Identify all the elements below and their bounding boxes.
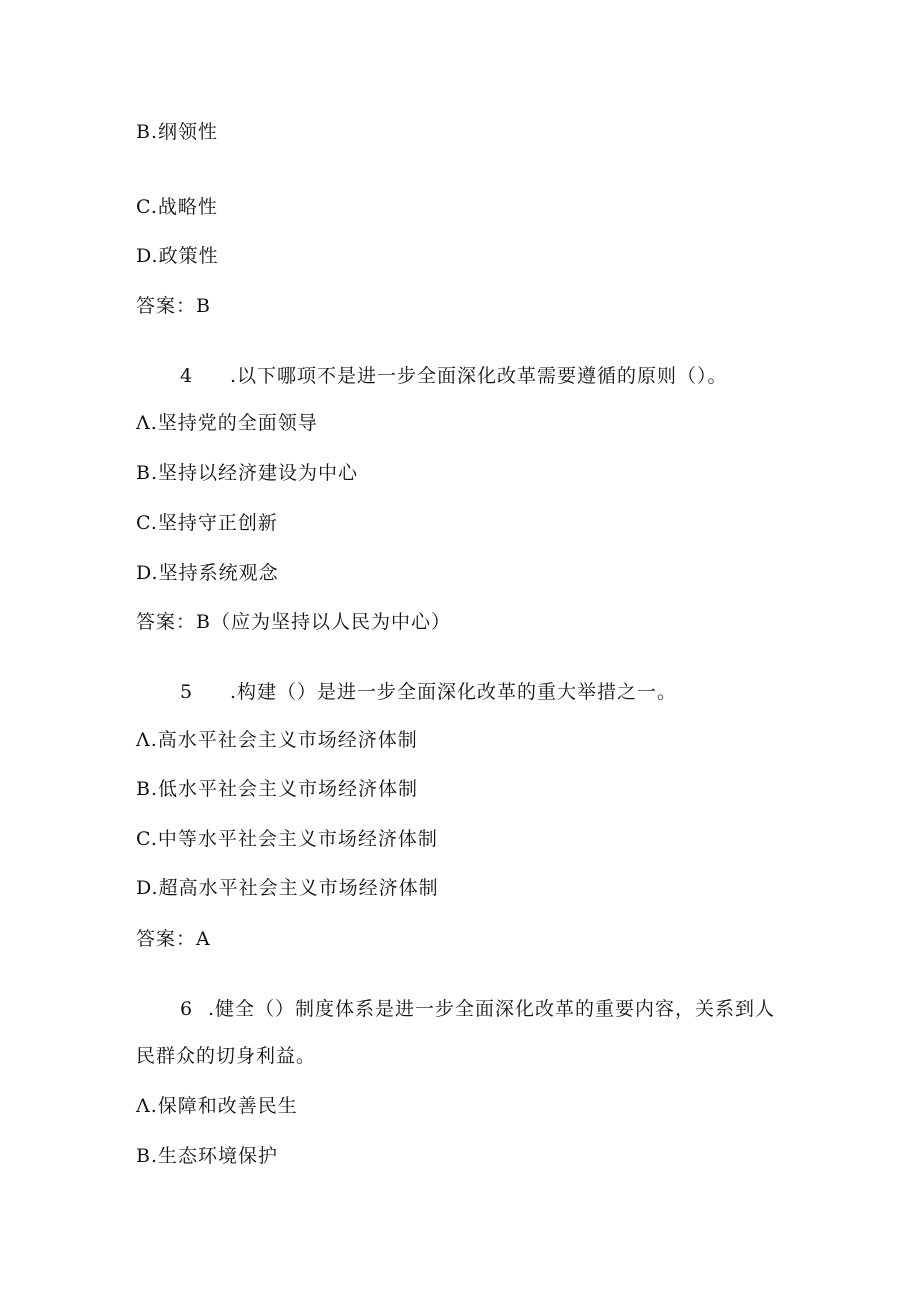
q4-stem-text: .以下哪项不是进一步全面深化改革需要遵循的原则（）。 [230, 365, 728, 387]
q4-option-c: C.坚持守正创新 [136, 512, 278, 534]
q5-stem-text: .构建（）是进一步全面深化改革的重大举措之一。 [230, 681, 678, 703]
q6-stem-continuation: 民群众的切身利益。 [136, 1045, 317, 1067]
q4-stem [180, 364, 728, 388]
q3-option-b: B.纲领性 [136, 121, 219, 143]
q4-option-a: Λ.坚持党的全面领导 [136, 412, 318, 434]
q4-answer: 答案：B（应为坚持以人民为中心） [136, 611, 451, 633]
q5-stem [180, 680, 677, 704]
q5-number: 5 [180, 681, 194, 703]
q4-option-d: D.坚持系统观念 [136, 562, 279, 584]
q4-number: 4 [180, 365, 194, 387]
q6-stem [180, 997, 775, 1021]
q6-option-a: Λ.保障和改善民生 [136, 1095, 298, 1117]
q3-option-d: D.政策性 [136, 245, 219, 267]
q4-option-b: B.坚持以经济建设为中心 [136, 462, 359, 484]
q6-number: 6 [180, 998, 194, 1020]
q6-stem-text-1: .健全（）制度体系是进一步全面深化改革的重要内容，关系到人 [208, 998, 776, 1020]
q3-answer: 答案：B [136, 295, 211, 317]
q5-option-b: B.低水平社会主义市场经济体制 [136, 778, 419, 800]
q5-answer: 答案：A [136, 928, 211, 950]
q5-option-c: C.中等水平社会主义市场经济体制 [136, 828, 438, 850]
q3-option-c: C.战略性 [136, 196, 218, 218]
q5-option-a: Λ.高水平社会主义市场经济体制 [136, 729, 418, 751]
q6-option-b: B.生态环境保护 [136, 1145, 279, 1167]
q5-option-d: D.超高水平社会主义市场经济体制 [136, 877, 439, 899]
